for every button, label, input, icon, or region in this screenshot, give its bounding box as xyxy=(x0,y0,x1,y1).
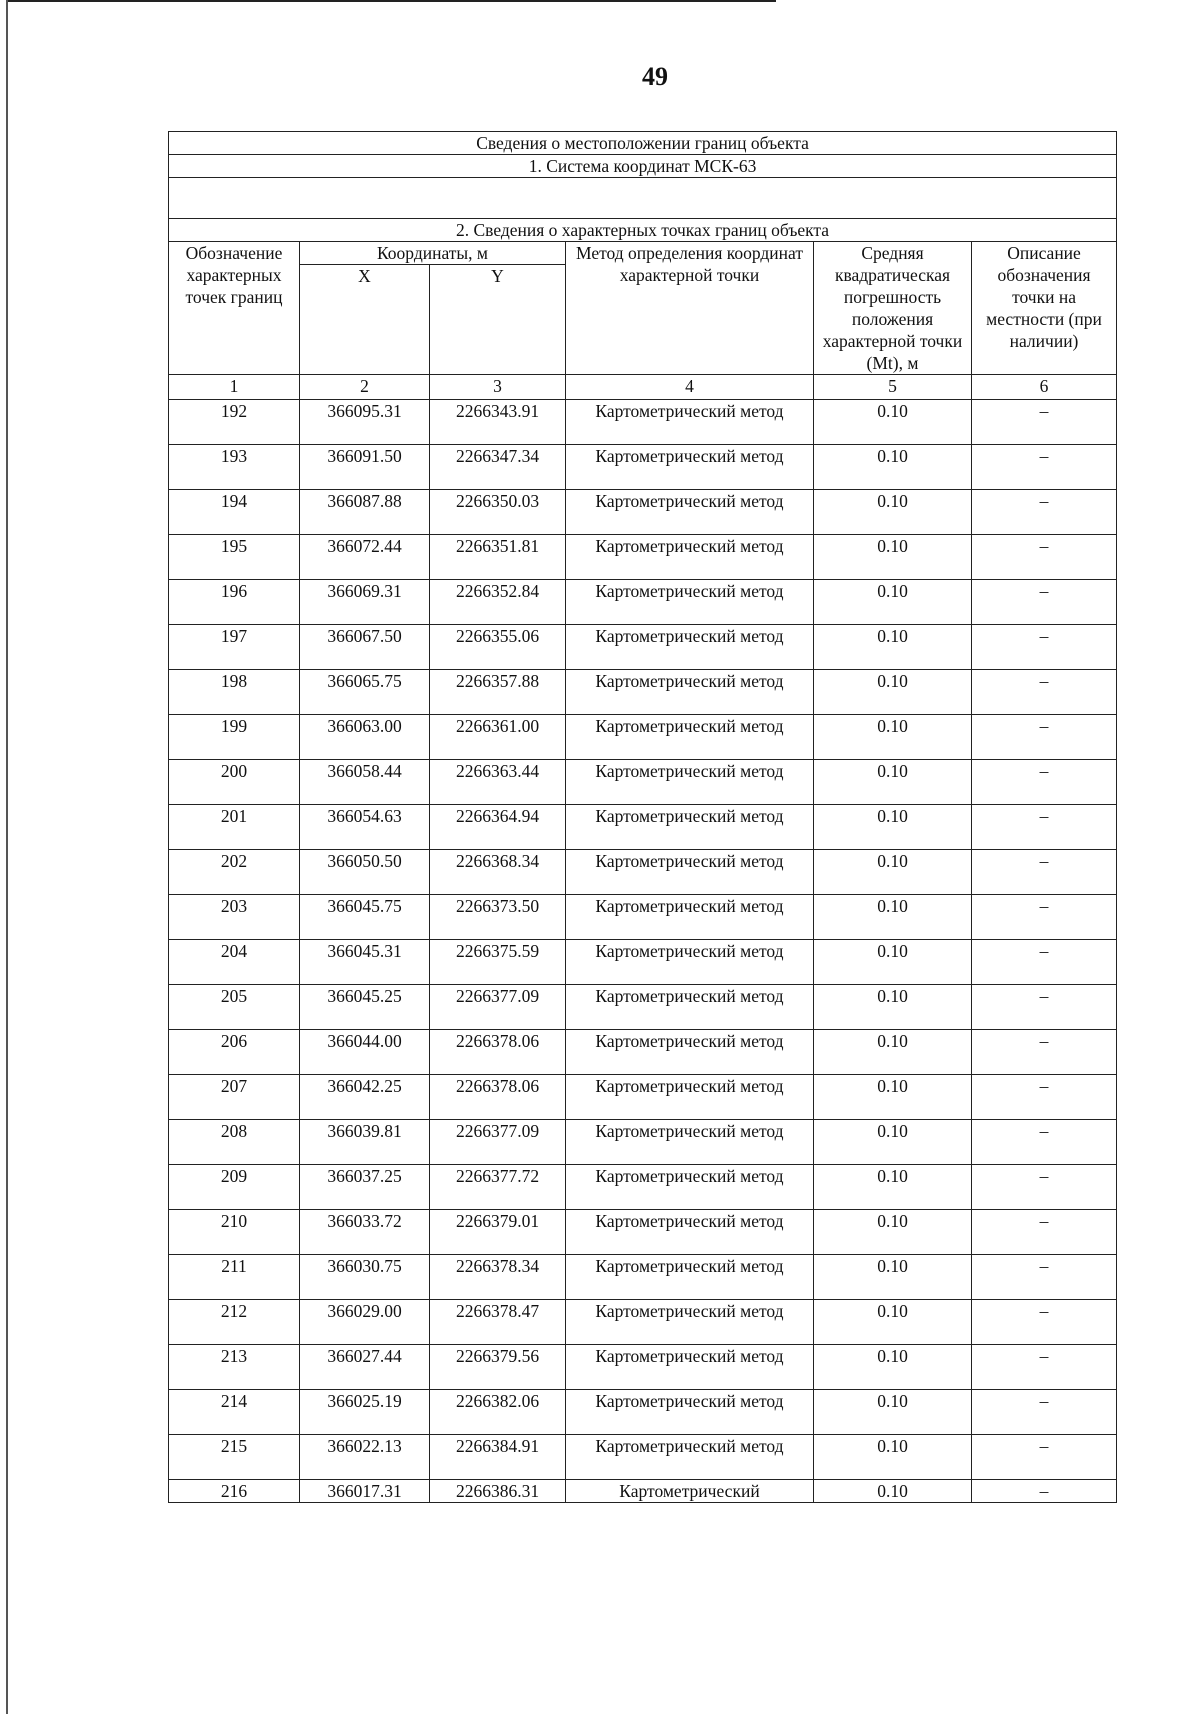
table-row xyxy=(169,400,1117,445)
x-coordinate-cell: 366054.63 xyxy=(300,805,430,850)
y-coordinate-cell: 2266355.06 xyxy=(430,625,566,670)
description-cell: – xyxy=(972,1300,1117,1345)
x-coordinate-cell: 366033.72 xyxy=(300,1210,430,1255)
table-row xyxy=(169,1480,1117,1503)
method-cell: Картометрический метод xyxy=(566,670,814,715)
table-row xyxy=(169,805,1117,850)
point-id-cell: 203 xyxy=(169,895,300,940)
point-id-cell: 195 xyxy=(169,535,300,580)
error-cell: 0.10 xyxy=(814,1300,972,1345)
method-cell: Картометрический метод xyxy=(566,850,814,895)
description-cell: – xyxy=(972,850,1117,895)
y-coordinate-cell: 2266378.34 xyxy=(430,1255,566,1300)
spacer-cell xyxy=(169,178,1117,219)
x-coordinate-cell: 366022.13 xyxy=(300,1435,430,1480)
point-id-cell: 207 xyxy=(169,1075,300,1120)
error-cell: 0.10 xyxy=(814,895,972,940)
table-row xyxy=(169,985,1117,1030)
point-id-cell: 194 xyxy=(169,490,300,535)
table-row xyxy=(169,1165,1117,1210)
description-cell: – xyxy=(972,940,1117,985)
error-cell: 0.10 xyxy=(814,490,972,535)
table-row xyxy=(169,1030,1117,1075)
table-row xyxy=(169,1300,1117,1345)
description-cell: – xyxy=(972,535,1117,580)
scan-left-border xyxy=(6,0,8,1714)
description-cell: – xyxy=(972,1030,1117,1075)
error-cell: 0.10 xyxy=(814,805,972,850)
method-cell: Картометрический метод xyxy=(566,805,814,850)
method-cell: Картометрический метод xyxy=(566,895,814,940)
y-coordinate-cell: 2266364.94 xyxy=(430,805,566,850)
x-coordinate-cell: 366063.00 xyxy=(300,715,430,760)
boundary-points-table xyxy=(168,131,1117,1503)
method-cell: Картометрический метод xyxy=(566,445,814,490)
method-cell: Картометрический метод xyxy=(566,580,814,625)
point-id-cell: 201 xyxy=(169,805,300,850)
error-cell: 0.10 xyxy=(814,715,972,760)
method-cell: Картометрический метод xyxy=(566,1120,814,1165)
x-coordinate-cell: 366042.25 xyxy=(300,1075,430,1120)
error-cell: 0.10 xyxy=(814,400,972,445)
table-body xyxy=(169,132,1117,1503)
method-cell: Картометрический метод xyxy=(566,1210,814,1255)
y-coordinate-cell: 2266343.91 xyxy=(430,400,566,445)
x-coordinate-cell: 366045.31 xyxy=(300,940,430,985)
method-cell: Картометрический метод xyxy=(566,400,814,445)
x-coordinate-cell: 366030.75 xyxy=(300,1255,430,1300)
y-coordinate-cell: 2266379.01 xyxy=(430,1210,566,1255)
point-id-cell: 192 xyxy=(169,400,300,445)
y-coordinate-cell: 2266378.47 xyxy=(430,1300,566,1345)
description-cell: – xyxy=(972,715,1117,760)
table-row xyxy=(169,670,1117,715)
description-cell: – xyxy=(972,1480,1117,1503)
description-cell: – xyxy=(972,625,1117,670)
table-row xyxy=(169,1120,1117,1165)
y-coordinate-cell: 2266378.06 xyxy=(430,1075,566,1120)
x-coordinate-cell: 366067.50 xyxy=(300,625,430,670)
header-row-1 xyxy=(169,242,1117,265)
y-coordinate-cell: 2266379.56 xyxy=(430,1345,566,1390)
column-number-row xyxy=(169,375,1117,400)
error-cell: 0.10 xyxy=(814,1165,972,1210)
y-coordinate-cell: 2266363.44 xyxy=(430,760,566,805)
x-coordinate-cell: 366037.25 xyxy=(300,1165,430,1210)
x-coordinate-cell: 366050.50 xyxy=(300,850,430,895)
point-id-cell: 193 xyxy=(169,445,300,490)
point-id-cell: 215 xyxy=(169,1435,300,1480)
y-coordinate-cell: 2266361.00 xyxy=(430,715,566,760)
error-cell: 0.10 xyxy=(814,1435,972,1480)
error-cell: 0.10 xyxy=(814,670,972,715)
error-cell: 0.10 xyxy=(814,1075,972,1120)
y-coordinate-cell: 2266378.06 xyxy=(430,1030,566,1075)
point-id-cell: 198 xyxy=(169,670,300,715)
point-id-cell: 211 xyxy=(169,1255,300,1300)
method-cell: Картометрический метод xyxy=(566,715,814,760)
y-coordinate-cell: 2266384.91 xyxy=(430,1435,566,1480)
method-cell: Картометрический метод xyxy=(566,1345,814,1390)
error-cell: 0.10 xyxy=(814,1480,972,1503)
error-cell: 0.10 xyxy=(814,940,972,985)
description-cell: – xyxy=(972,1120,1117,1165)
point-id-cell: 208 xyxy=(169,1120,300,1165)
description-cell: – xyxy=(972,985,1117,1030)
description-cell: – xyxy=(972,580,1117,625)
y-coordinate-cell: 2266357.88 xyxy=(430,670,566,715)
header-x: X xyxy=(300,265,430,375)
y-coordinate-cell: 2266352.84 xyxy=(430,580,566,625)
y-coordinate-cell: 2266350.03 xyxy=(430,490,566,535)
point-id-cell: 209 xyxy=(169,1165,300,1210)
header-description: Описание обозначения точки на местности (при наличии) xyxy=(972,242,1117,375)
method-cell: Картометрический xyxy=(566,1480,814,1503)
point-id-cell: 200 xyxy=(169,760,300,805)
table-row xyxy=(169,760,1117,805)
y-coordinate-cell: 2266377.09 xyxy=(430,1120,566,1165)
x-coordinate-cell: 366065.75 xyxy=(300,670,430,715)
header-y: Y xyxy=(430,265,566,375)
table-row xyxy=(169,850,1117,895)
table-row xyxy=(169,895,1117,940)
coord-system-label: 1. Система координат МСК-63 xyxy=(169,155,1117,178)
method-cell: Картометрический метод xyxy=(566,1255,814,1300)
error-cell: 0.10 xyxy=(814,760,972,805)
x-coordinate-cell: 366095.31 xyxy=(300,400,430,445)
spacer-row xyxy=(169,178,1117,219)
table-row xyxy=(169,1345,1117,1390)
x-coordinate-cell: 366069.31 xyxy=(300,580,430,625)
description-cell: – xyxy=(972,1390,1117,1435)
y-coordinate-cell: 2266386.31 xyxy=(430,1480,566,1503)
y-coordinate-cell: 2266351.81 xyxy=(430,535,566,580)
description-cell: – xyxy=(972,895,1117,940)
y-coordinate-cell: 2266382.06 xyxy=(430,1390,566,1435)
x-coordinate-cell: 366025.19 xyxy=(300,1390,430,1435)
x-coordinate-cell: 366017.31 xyxy=(300,1480,430,1503)
description-cell: – xyxy=(972,670,1117,715)
x-coordinate-cell: 366044.00 xyxy=(300,1030,430,1075)
points-title: 2. Сведения о характерных точках границ объекта xyxy=(169,219,1117,242)
point-id-cell: 213 xyxy=(169,1345,300,1390)
description-cell: – xyxy=(972,400,1117,445)
y-coordinate-cell: 2266347.34 xyxy=(430,445,566,490)
section-title: Сведения о местоположении границ объекта xyxy=(169,132,1117,155)
x-coordinate-cell: 366091.50 xyxy=(300,445,430,490)
table-row xyxy=(169,715,1117,760)
point-id-cell: 216 xyxy=(169,1480,300,1503)
description-cell: – xyxy=(972,1435,1117,1480)
description-cell: – xyxy=(972,1255,1117,1300)
table-row xyxy=(169,1255,1117,1300)
error-cell: 0.10 xyxy=(814,625,972,670)
point-id-cell: 205 xyxy=(169,985,300,1030)
error-cell: 0.10 xyxy=(814,1210,972,1255)
error-cell: 0.10 xyxy=(814,580,972,625)
method-cell: Картометрический метод xyxy=(566,1435,814,1480)
header-method: Метод определения координат характерной точки xyxy=(566,242,814,375)
column-number: 5 xyxy=(814,375,972,400)
error-cell: 0.10 xyxy=(814,535,972,580)
point-id-cell: 204 xyxy=(169,940,300,985)
x-coordinate-cell: 366072.44 xyxy=(300,535,430,580)
description-cell: – xyxy=(972,490,1117,535)
point-id-cell: 199 xyxy=(169,715,300,760)
x-coordinate-cell: 366029.00 xyxy=(300,1300,430,1345)
point-id-cell: 197 xyxy=(169,625,300,670)
table-row xyxy=(169,445,1117,490)
header-coords: Координаты, м xyxy=(300,242,566,265)
description-cell: – xyxy=(972,445,1117,490)
description-cell: – xyxy=(972,805,1117,850)
table-row xyxy=(169,490,1117,535)
description-cell: – xyxy=(972,760,1117,805)
error-cell: 0.10 xyxy=(814,1120,972,1165)
x-coordinate-cell: 366087.88 xyxy=(300,490,430,535)
method-cell: Картометрический метод xyxy=(566,940,814,985)
description-cell: – xyxy=(972,1345,1117,1390)
x-coordinate-cell: 366045.25 xyxy=(300,985,430,1030)
page-number: 49 xyxy=(642,62,668,91)
method-cell: Картометрический метод xyxy=(566,1390,814,1435)
method-cell: Картометрический метод xyxy=(566,490,814,535)
column-number: 1 xyxy=(169,375,300,400)
method-cell: Картометрический метод xyxy=(566,1300,814,1345)
section-title-row xyxy=(169,132,1117,155)
error-cell: 0.10 xyxy=(814,445,972,490)
method-cell: Картометрический метод xyxy=(566,1165,814,1210)
description-cell: – xyxy=(972,1075,1117,1120)
header-error: Средняя квадратическая погрешность положения характерной точки (Mt), м xyxy=(814,242,972,375)
method-cell: Картометрический метод xyxy=(566,625,814,670)
table-row xyxy=(169,580,1117,625)
coord-system-row xyxy=(169,155,1117,178)
error-cell: 0.10 xyxy=(814,850,972,895)
point-id-cell: 206 xyxy=(169,1030,300,1075)
scan-top-border xyxy=(6,0,776,2)
table-row xyxy=(169,1435,1117,1480)
x-coordinate-cell: 366027.44 xyxy=(300,1345,430,1390)
error-cell: 0.10 xyxy=(814,1390,972,1435)
table-row xyxy=(169,625,1117,670)
table-row xyxy=(169,940,1117,985)
method-cell: Картометрический метод xyxy=(566,535,814,580)
y-coordinate-cell: 2266368.34 xyxy=(430,850,566,895)
error-cell: 0.10 xyxy=(814,985,972,1030)
y-coordinate-cell: 2266373.50 xyxy=(430,895,566,940)
table-row xyxy=(169,1390,1117,1435)
description-cell: – xyxy=(972,1165,1117,1210)
x-coordinate-cell: 366045.75 xyxy=(300,895,430,940)
points-title-row xyxy=(169,219,1117,242)
point-id-cell: 196 xyxy=(169,580,300,625)
point-id-cell: 210 xyxy=(169,1210,300,1255)
description-cell: – xyxy=(972,1210,1117,1255)
y-coordinate-cell: 2266377.72 xyxy=(430,1165,566,1210)
method-cell: Картометрический метод xyxy=(566,1030,814,1075)
table-row xyxy=(169,1210,1117,1255)
y-coordinate-cell: 2266375.59 xyxy=(430,940,566,985)
table-row xyxy=(169,535,1117,580)
header-designation: Обозначение характерных точек границ xyxy=(169,242,300,375)
column-number: 4 xyxy=(566,375,814,400)
x-coordinate-cell: 366039.81 xyxy=(300,1120,430,1165)
point-id-cell: 202 xyxy=(169,850,300,895)
column-number: 2 xyxy=(300,375,430,400)
point-id-cell: 212 xyxy=(169,1300,300,1345)
column-number: 3 xyxy=(430,375,566,400)
y-coordinate-cell: 2266377.09 xyxy=(430,985,566,1030)
table-row xyxy=(169,1075,1117,1120)
point-id-cell: 214 xyxy=(169,1390,300,1435)
method-cell: Картометрический метод xyxy=(566,985,814,1030)
column-number: 6 xyxy=(972,375,1117,400)
method-cell: Картометрический метод xyxy=(566,1075,814,1120)
error-cell: 0.10 xyxy=(814,1030,972,1075)
method-cell: Картометрический метод xyxy=(566,760,814,805)
error-cell: 0.10 xyxy=(814,1345,972,1390)
x-coordinate-cell: 366058.44 xyxy=(300,760,430,805)
error-cell: 0.10 xyxy=(814,1255,972,1300)
